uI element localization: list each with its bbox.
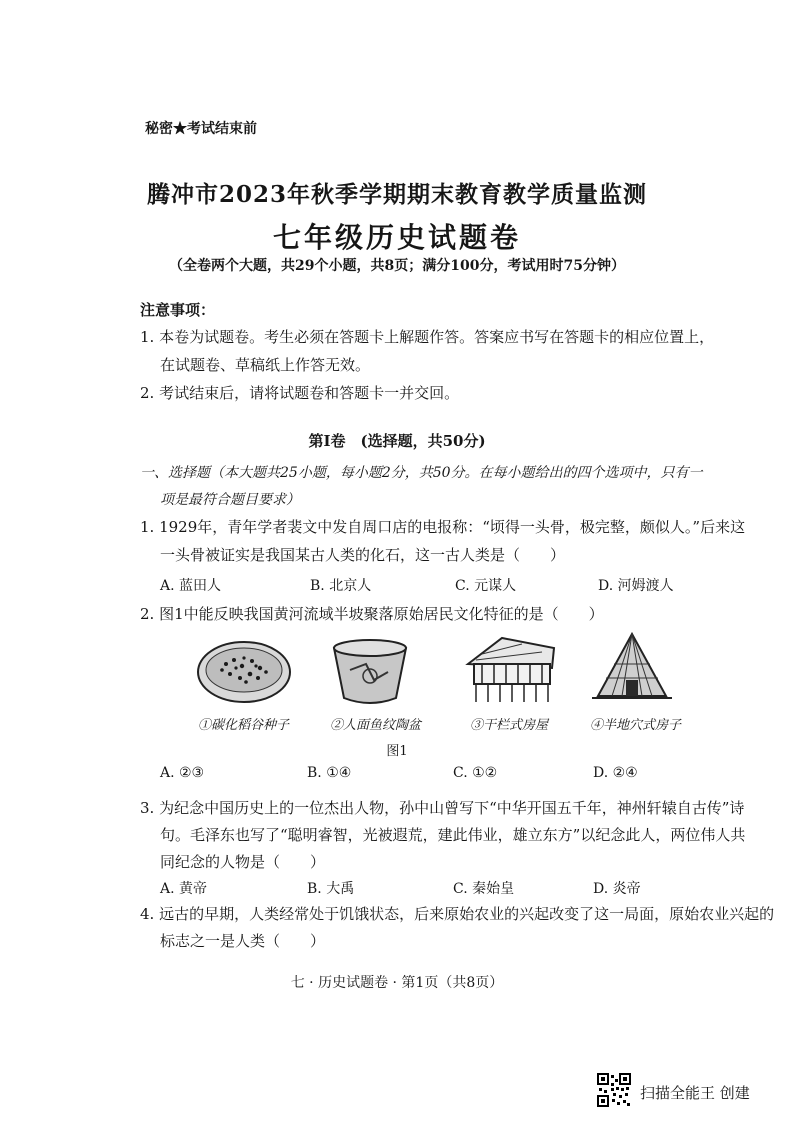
notice-item-1: 1. 本卷为试题卷。考生必须在答题卡上解题作答。答案应书写在答题卡的相应位置上， — [140, 328, 715, 346]
section-intro: 一、选择题（本大题共25小题，每小题2分，共50分。在每小题给出的四个选项中，只有一 — [140, 465, 703, 481]
q3-option-c[interactable]: C. 秦始皇 — [453, 881, 515, 897]
q1-option-c[interactable]: C. 元谋人 — [455, 578, 517, 594]
question-2-stem: 2. 图1中能反映我国黄河流域半坡聚落原始居民文化特征的是（ ） — [140, 605, 604, 623]
q1-option-d[interactable]: D. 河姆渡人 — [598, 578, 674, 594]
question-4-stem-cont: 标志之一是人类（ ） — [160, 932, 326, 950]
question-1-stem: 1. 1929年，青年学者裴文中发自周口店的电报称：“顷得一头骨，极完整，颇似人。”后来这 — [140, 518, 746, 536]
question-4-stem: 4. 远古的早期，人类经常处于饥饿状态，后来原始农业的兴起改变了这一局面，原始农业兴起的 — [140, 905, 775, 923]
q2-option-d[interactable]: D. ②④ — [593, 765, 638, 781]
question-1-stem-cont: 一头骨被证实是我国某古人类的化石，这一古人类是（ ） — [160, 546, 566, 564]
paper-title: 七年级历史试题卷 — [272, 221, 521, 254]
qr-code-icon — [597, 1073, 631, 1107]
notice-item-2: 2. 考试结束后，请将试题卷和答题卡一并交回。 — [140, 384, 460, 402]
q1-option-a[interactable]: A. 蓝田人 — [160, 578, 222, 594]
caption-3: ③干栏式房屋 — [470, 718, 549, 733]
caption-1: ①碳化稻谷种子 — [198, 718, 290, 733]
q1-option-b[interactable]: B. 北京人 — [310, 578, 372, 594]
notice-title: 注意事项： — [140, 301, 216, 319]
question-3-stem-cont: 句。毛泽东也写了“聪明睿智，光被遐荒，建此伟业，雄立东方”以纪念此人，两位伟人共 — [160, 826, 746, 844]
section-intro-cont: 项是最符合题目要求） — [160, 492, 300, 508]
q2-option-a[interactable]: A. ②③ — [160, 765, 205, 781]
stilt-house-image — [462, 634, 558, 706]
confidential-label: 秘密★考试结束前 — [145, 121, 257, 137]
exam-title: 腾冲市2023年秋季学期期末教育教学质量监测 — [146, 181, 647, 208]
caption-4: ④半地穴式房子 — [590, 718, 682, 733]
scanner-watermark: 扫描全能王 创建 — [640, 1084, 750, 1102]
question-3-stem: 3. 为纪念中国历史上的一位杰出人物，孙中山曾写下“中华开国五千年，神州轩辕自古传”诗 — [140, 799, 745, 817]
semi-subterranean-house-image — [590, 630, 674, 708]
human-face-fish-pattern-basin-image — [330, 636, 410, 710]
q3-option-a[interactable]: A. 黄帝 — [160, 881, 208, 897]
carbonized-rice-seeds-image — [196, 636, 292, 706]
notice-item-1-cont: 在试题卷、草稿纸上作答无效。 — [160, 356, 371, 374]
q2-option-b[interactable]: B. ①④ — [307, 765, 352, 781]
q3-option-b[interactable]: B. 大禹 — [307, 881, 355, 897]
section-title: 第Ⅰ卷 (选择题，共50分) — [308, 432, 486, 450]
figure-label: 图1 — [386, 744, 408, 759]
q2-option-c[interactable]: C. ①② — [453, 765, 498, 781]
exam-info: （全卷两个大题，共29个小题，共8页；满分100分，考试用时75分钟） — [169, 258, 625, 274]
q3-option-d[interactable]: D. 炎帝 — [593, 881, 641, 897]
caption-2: ②人面鱼纹陶盆 — [330, 718, 422, 733]
question-3-stem-cont-2: 同纪念的人物是（ ） — [160, 853, 326, 871]
page-footer: 七 · 历史试题卷 · 第1页（共8页） — [290, 975, 504, 991]
